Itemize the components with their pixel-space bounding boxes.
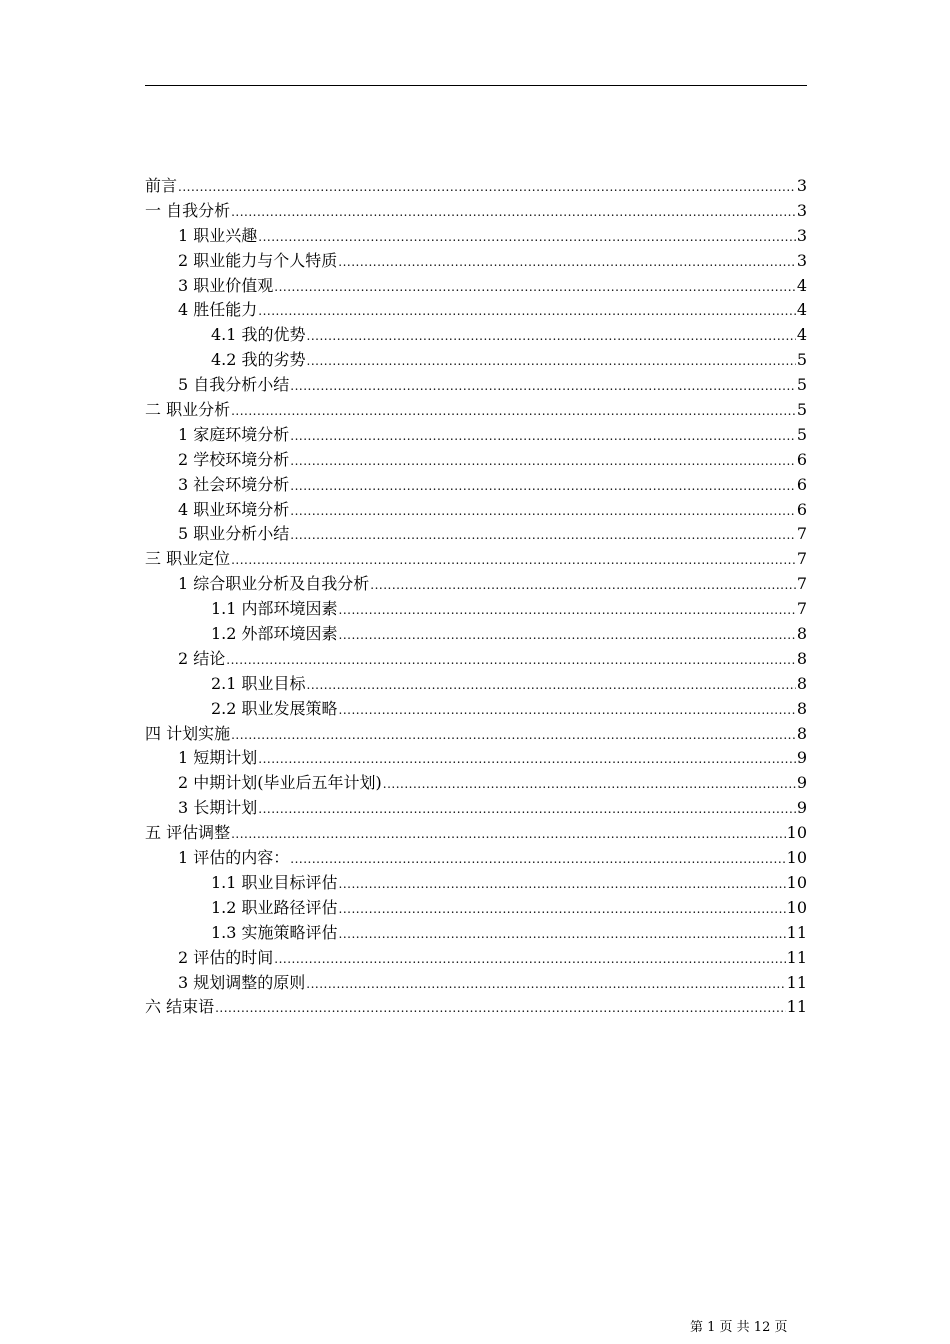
toc-dot-leader: [258, 747, 796, 772]
toc-entry-title: 2 职业能力与个人特质: [178, 250, 338, 270]
toc-entry-page-number: 6: [796, 474, 807, 494]
toc-entry-page-number: 10: [786, 823, 807, 843]
toc-entry-title: 1.1 职业目标评估: [211, 872, 338, 892]
toc-entry-page-number: 5: [796, 400, 807, 420]
toc-entry-title: 四 计划实施: [145, 723, 231, 743]
toc-entry-page-number: 8: [796, 673, 807, 693]
toc-entry-page-number: 11: [786, 997, 807, 1017]
toc-entry-page-number: 6: [796, 499, 807, 519]
toc-entry[interactable]: [145, 274, 807, 299]
toc-entry-title: 前言: [145, 176, 178, 195]
toc-dot-leader: [178, 175, 796, 200]
toc-entry-title: 1 家庭环境分析: [178, 424, 290, 444]
toc-entry-title: 五 评估调整: [145, 823, 231, 843]
toc-entry-page-number: 8: [796, 624, 807, 644]
toc-entry-title: 3 规划调整的原则: [178, 972, 306, 992]
toc-entry[interactable]: [145, 348, 807, 373]
toc-entry-title: 1.2 外部环境因素: [211, 624, 338, 644]
toc-entry-title: 4 胜任能力: [178, 300, 258, 320]
toc-dot-leader: [339, 897, 786, 922]
toc-entry-page-number: 9: [796, 798, 807, 818]
toc-entry-page-number: 5: [796, 375, 807, 395]
toc-dot-leader: [307, 324, 796, 349]
toc-dot-leader: [383, 772, 796, 797]
toc-entry-page-number: 7: [796, 599, 807, 619]
toc-entry[interactable]: [145, 498, 807, 523]
toc-entry-page-number: 5: [796, 350, 807, 370]
toc-entry[interactable]: [145, 921, 807, 946]
toc-entry[interactable]: [145, 771, 807, 796]
toc-entry-page-number: 4: [796, 325, 807, 345]
toc-entry-title: 4 职业环境分析: [178, 499, 290, 519]
toc-dot-leader: [290, 374, 796, 399]
toc-dot-leader: [290, 449, 796, 474]
toc-dot-leader: [290, 847, 785, 872]
toc-entry-title: 1 综合职业分析及自我分析: [178, 574, 370, 594]
toc-dot-leader: [290, 424, 796, 449]
toc-entry-title: 1.2 职业路径评估: [211, 897, 338, 917]
toc-entry-page-number: 11: [786, 922, 807, 942]
toc-entry-page-number: 3: [796, 225, 807, 245]
toc-entry-title: 1 职业兴趣: [178, 225, 258, 245]
toc-entry-page-number: 10: [786, 872, 807, 892]
toc-entry-title: 4.1 我的优势: [211, 325, 306, 345]
toc-entry[interactable]: [145, 448, 807, 473]
page-footer: 第 1 页 共 12 页: [690, 1320, 788, 1335]
toc-dot-leader: [231, 822, 786, 847]
toc-dot-leader: [258, 225, 796, 250]
toc-dot-leader: [231, 548, 796, 573]
toc-entry[interactable]: [145, 423, 807, 448]
toc-entry-title: 5 职业分析小结: [178, 524, 290, 544]
toc-entry[interactable]: [145, 373, 807, 398]
toc-entry[interactable]: [145, 647, 807, 672]
toc-entry[interactable]: [145, 846, 807, 871]
toc-entry-title: 5 自我分析小结: [178, 375, 290, 395]
toc-entry[interactable]: [145, 821, 807, 846]
toc-entry[interactable]: [145, 697, 807, 722]
toc-entry-title: 2 结论: [178, 648, 226, 668]
toc-dot-leader: [370, 573, 796, 598]
toc-dot-leader: [226, 648, 796, 673]
toc-dot-leader: [258, 797, 796, 822]
toc-entry-title: 三 职业定位: [145, 549, 231, 569]
toc-entry[interactable]: [145, 995, 807, 1020]
toc-entry-page-number: 8: [796, 723, 807, 743]
toc-entry-title: 1 评估的内容：: [178, 848, 290, 868]
toc-dot-leader: [339, 922, 786, 947]
toc-entry[interactable]: [145, 622, 807, 647]
toc-entry[interactable]: [145, 722, 807, 747]
toc-dot-leader: [290, 474, 796, 499]
toc-entry[interactable]: [145, 174, 807, 199]
toc-entry-page-number: 3: [796, 200, 807, 220]
toc-entry[interactable]: [145, 199, 807, 224]
toc-entry-page-number: 8: [796, 698, 807, 718]
table-of-contents: [145, 174, 807, 1020]
toc-dot-leader: [339, 598, 796, 623]
toc-entry-title: 3 社会环境分析: [178, 474, 290, 494]
toc-entry-title: 2 评估的时间: [178, 947, 274, 967]
toc-dot-leader: [290, 523, 796, 548]
toc-dot-leader: [338, 250, 796, 275]
toc-entry-page-number: 6: [796, 449, 807, 469]
toc-entry-page-number: 11: [786, 947, 807, 967]
toc-entry[interactable]: [145, 398, 807, 423]
toc-entry-title: 二 职业分析: [145, 400, 231, 420]
toc-entry-title: 4.2 我的劣势: [211, 350, 306, 370]
toc-dot-leader: [231, 399, 796, 424]
toc-entry[interactable]: [145, 971, 807, 996]
toc-entry[interactable]: [145, 323, 807, 348]
toc-entry[interactable]: [145, 522, 807, 547]
toc-dot-leader: [307, 673, 796, 698]
toc-entry-title: 2 中期计划(毕业后五年计划): [178, 773, 382, 793]
toc-entry-page-number: 10: [786, 848, 807, 868]
toc-dot-leader: [339, 872, 786, 897]
toc-dot-leader: [274, 275, 796, 300]
toc-dot-leader: [339, 623, 796, 648]
toc-entry-page-number: 7: [796, 524, 807, 544]
toc-entry-title: 3 职业价值观: [178, 275, 274, 295]
toc-entry-page-number: 9: [796, 773, 807, 793]
toc-dot-leader: [306, 972, 785, 997]
toc-dot-leader: [307, 349, 796, 374]
toc-entry-title: 2.1 职业目标: [211, 673, 306, 693]
toc-dot-leader: [231, 723, 796, 748]
toc-entry-page-number: 4: [796, 300, 807, 320]
toc-entry[interactable]: [145, 946, 807, 971]
toc-entry-page-number: 7: [796, 549, 807, 569]
toc-entry-page-number: 4: [796, 275, 807, 295]
toc-entry[interactable]: [145, 672, 807, 697]
toc-entry[interactable]: [145, 473, 807, 498]
toc-entry[interactable]: [145, 249, 807, 274]
toc-entry-title: 2.2 职业发展策略: [211, 698, 338, 718]
toc-entry[interactable]: [145, 746, 807, 771]
toc-entry-page-number: 3: [796, 250, 807, 270]
toc-entry-page-number: 8: [796, 648, 807, 668]
toc-entry[interactable]: [145, 224, 807, 249]
toc-entry-page-number: 11: [786, 972, 807, 992]
toc-dot-leader: [215, 996, 786, 1021]
toc-entry[interactable]: [145, 547, 807, 572]
toc-entry[interactable]: [145, 896, 807, 921]
toc-entry-page-number: 7: [796, 574, 807, 594]
toc-dot-leader: [274, 947, 785, 972]
header-rule: [145, 85, 807, 86]
toc-entry-title: 一 自我分析: [145, 200, 231, 220]
toc-entry-title: 1 短期计划: [178, 748, 258, 768]
toc-entry-page-number: 3: [796, 176, 807, 195]
toc-entry-page-number: 9: [796, 748, 807, 768]
toc-dot-leader: [339, 698, 796, 723]
toc-entry-page-number: 5: [796, 424, 807, 444]
toc-entry-title: 3 长期计划: [178, 798, 258, 818]
toc-entry-page-number: 10: [786, 897, 807, 917]
toc-dot-leader: [231, 200, 796, 225]
toc-entry[interactable]: [145, 298, 807, 323]
toc-entry-title: 六 结束语: [145, 997, 215, 1017]
toc-dot-leader: [258, 299, 796, 324]
toc-entry-title: 1.1 内部环境因素: [211, 599, 338, 619]
toc-entry[interactable]: [145, 572, 807, 597]
toc-entry-title: 2 学校环境分析: [178, 449, 290, 469]
toc-dot-leader: [290, 499, 796, 524]
toc-entry-title: 1.3 实施策略评估: [211, 922, 338, 942]
toc-entry[interactable]: [145, 597, 807, 622]
toc-entry[interactable]: [145, 871, 807, 896]
toc-entry[interactable]: [145, 796, 807, 821]
